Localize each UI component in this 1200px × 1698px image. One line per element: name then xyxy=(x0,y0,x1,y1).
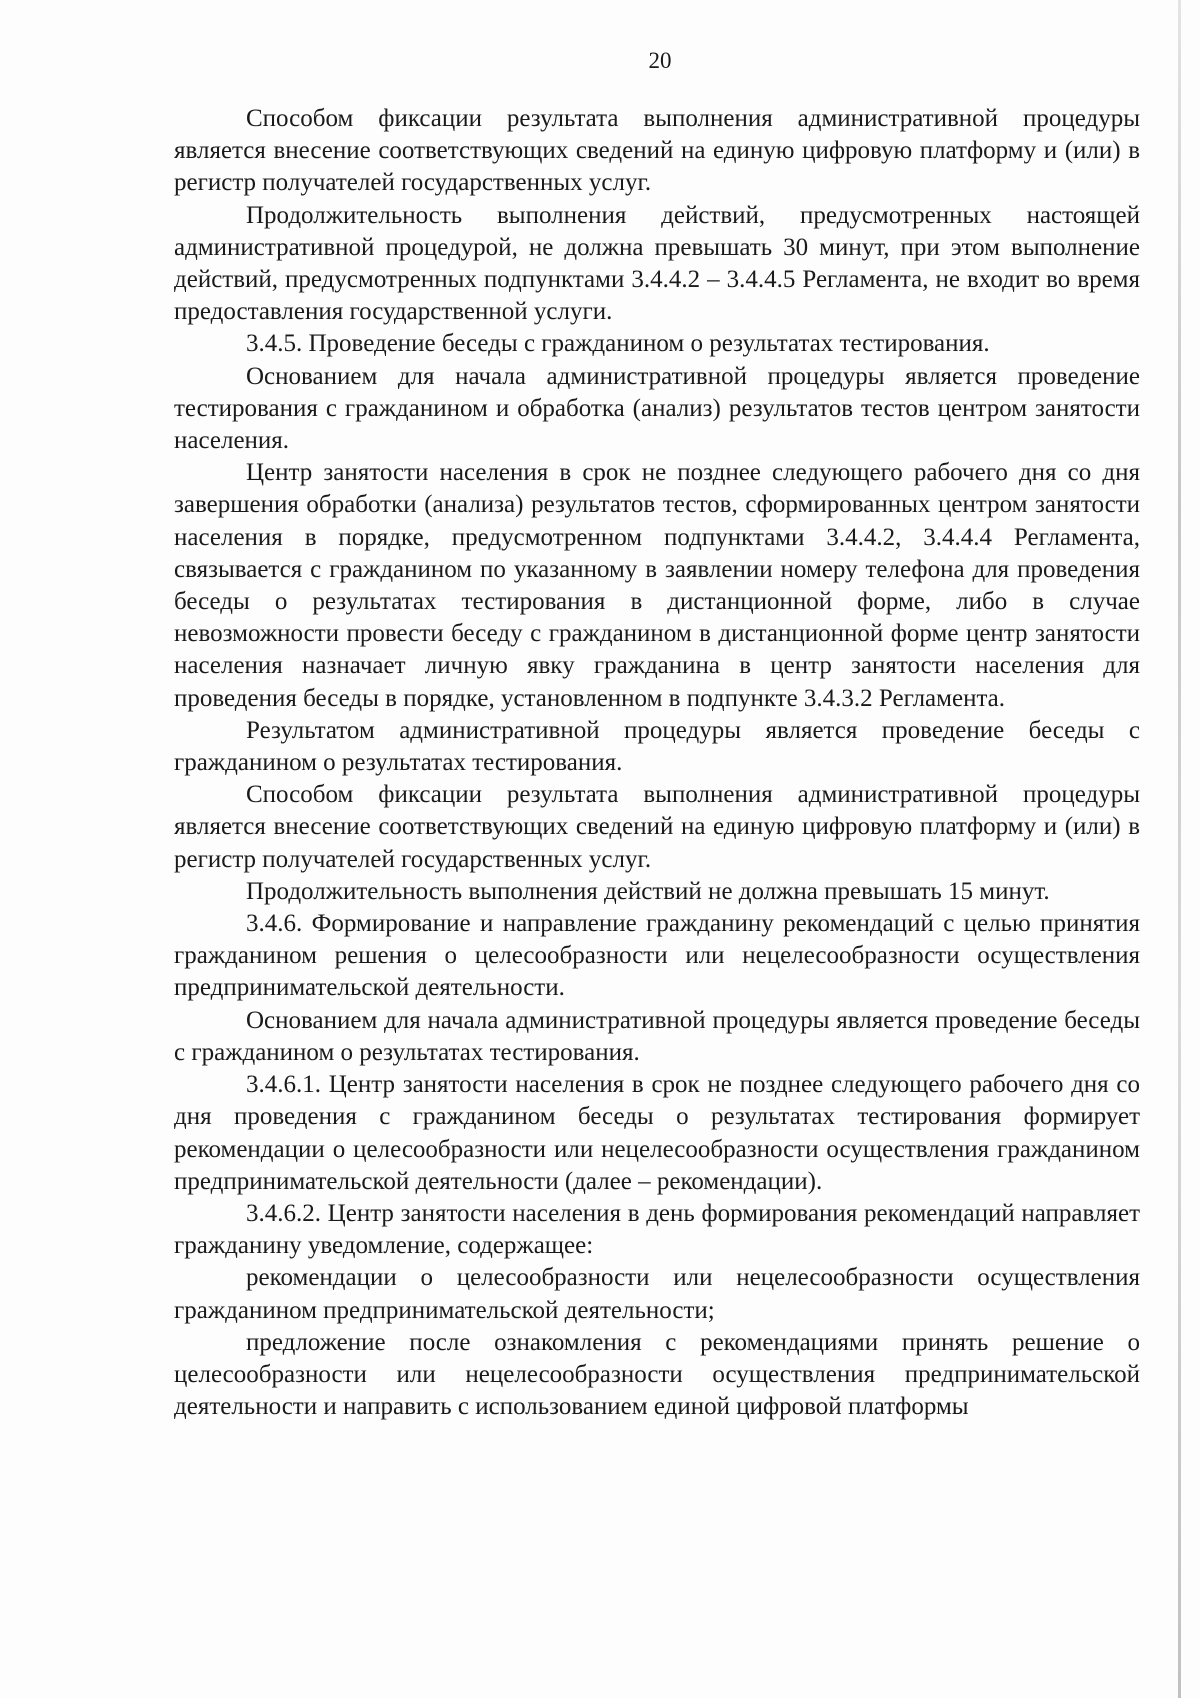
section-heading-3-4-5: 3.4.5. Проведение беседы с гражданином о результатах тестирования. xyxy=(246,330,990,358)
paragraph-result-conversation: Результатом административной процедуры является проведение беседы с гражданином о результатах тестирования. xyxy=(174,716,1140,777)
paragraph-basis-conversation: Основанием для начала административной процедуры является проведение беседы с гражданином о результатах тестирования. xyxy=(174,1006,1140,1066)
scanned-page-edge xyxy=(1178,0,1181,1698)
paragraph-duration-30-minutes: Продолжительность выполнения действий, предусмотренных настоящей административной процедурой, не должна превышать 30 минут, при этом выполнение действий, предусмотренных подпунктами 3.4.4.2 – 3.4.4.5 Регламента, не входит во время предоставления государственной услуги. xyxy=(174,201,1140,326)
paragraph-3-4-6-2: 3.4.6.2. Центр занятости населения в день формирования рекомендаций направляет гражданину уведомление, содержащее: xyxy=(174,1199,1140,1260)
paragraph-fixation-method: Способом фиксации результата выполнения административной процедуры является внесение соответствующих сведений на единую цифровую платформу и (или) в регистр получателей государственных услуг. xyxy=(174,105,1140,197)
paragraph-duration-15-minutes: Продолжительность выполнения действий не должна превышать 15 минут. xyxy=(246,877,1050,905)
list-item-recommendations: рекомендации о целесообразности или нецелесообразности осуществления гражданином предпринимательской деятельности; xyxy=(174,1264,1140,1324)
page-number: 20 xyxy=(648,48,672,73)
section-heading-3-4-6: 3.4.6. Формирование и направление гражданину рекомендаций с целью принятия гражданином решения о целесообразности или нецелесообразности осуществления предпринимательской деятельности. xyxy=(174,910,1140,1002)
paragraph-fixation-method-2: Способом фиксации результата выполнения административной процедуры является внесение соответствующих сведений на единую цифровую платформу и (или) в регистр получателей государственных услуг. xyxy=(174,781,1140,873)
paragraph-3-4-6-1: 3.4.6.1. Центр занятости населения в срок не позднее следующего рабочего дня со дня проведения с гражданином беседы о результатах тестирования формирует рекомендации о целесообразности или нецелесообразности осуществления гражданином предпринимательской деятельности (далее – рекомендации). xyxy=(174,1071,1140,1195)
list-item-proposal: предложение после ознакомления с рекомендациями принять решение о целесообразности или нецелесообразности осуществления предпринимательской деятельности и направить с использованием единой цифровой платформы xyxy=(174,1328,1140,1421)
paragraph-employment-center-contact: Центр занятости населения в срок не позднее следующего рабочего дня со дня завершения обработки (анализа) результатов тестов, сформированных центром занятости населения в порядке, предусмотренном подпунктами 3.4.4.2, 3.4.4.4 Регламента, связывается с гражданином по указанному в заявлении номеру телефона для проведения беседы о результатах тестирования в дистанционной форме, либо в случае невозможности провести беседу с гражданином в дистанционной форме центр занятости населения назначает личную явку гражданина в центр занятости населения для проведения беседы в порядке, установленном в подпункте 3.4.3.2 Регламента. xyxy=(174,459,1140,712)
document-body xyxy=(174,103,1140,1423)
paragraph-basis-testing: Основанием для начала административной процедуры является проведение тестирования с гражданином и обработка (анализ) результатов тестов центром занятости населения. xyxy=(174,362,1140,455)
